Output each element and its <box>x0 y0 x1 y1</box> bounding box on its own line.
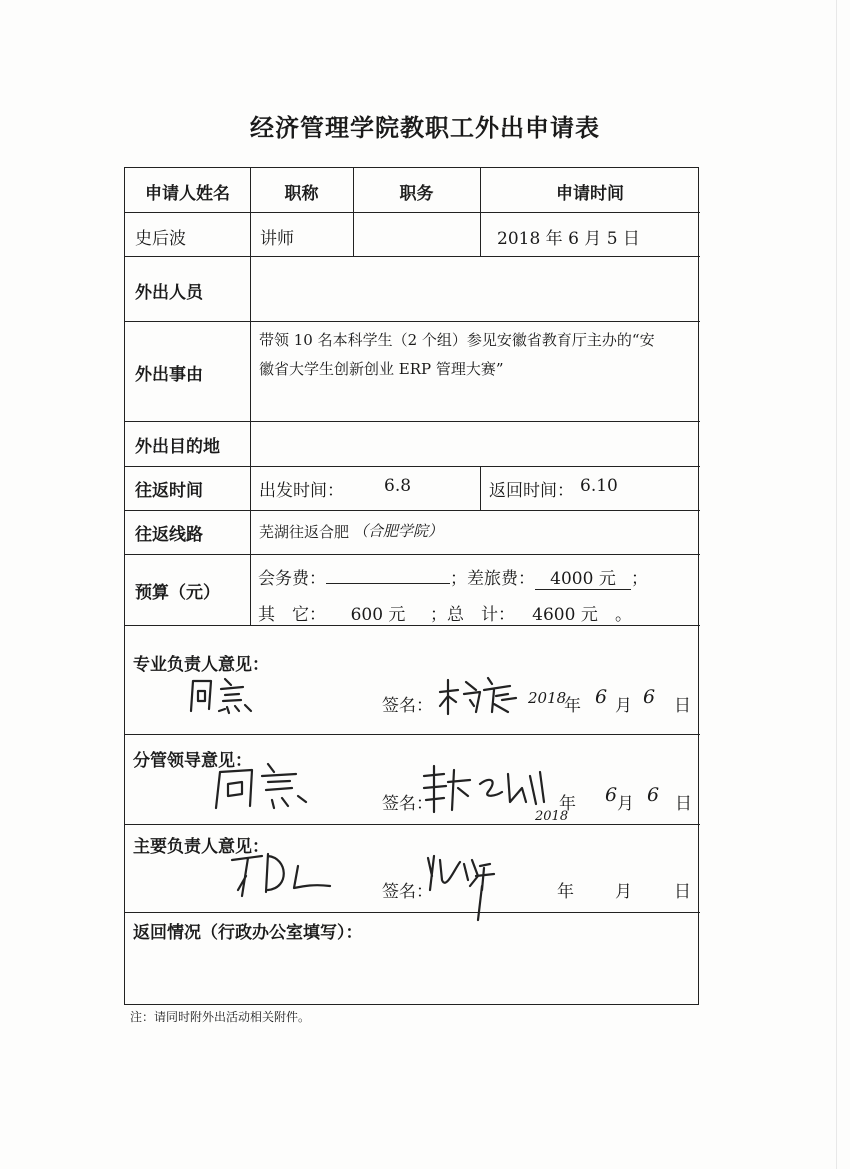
leader-year-unit: 年 <box>559 794 576 814</box>
principal-day-unit: 日 <box>674 882 691 902</box>
principal-opinion-label: 主要负责人意见： <box>133 837 269 857</box>
roundtrip-label: 往返时间 <box>135 481 203 501</box>
depart-value: 6.8 <box>384 476 412 496</box>
budget-separator: ； <box>450 569 467 589</box>
row-divider <box>125 912 700 913</box>
major-handwritten-approval <box>185 673 275 718</box>
row-divider <box>125 421 700 422</box>
leader-month: 6 <box>605 784 618 806</box>
return-label: 返回时间： <box>489 481 574 501</box>
persons-label: 外出人员 <box>135 283 203 303</box>
row-divider <box>125 510 700 511</box>
budget-label: 预算（元） <box>135 583 220 603</box>
row-divider <box>125 554 700 555</box>
leader-sign-label: 签名： <box>382 794 433 814</box>
header-job-title: 职称 <box>284 184 319 204</box>
scan-edge <box>836 0 837 1169</box>
row-divider <box>125 321 700 322</box>
major-day: 6 <box>643 686 656 708</box>
travel-fee-label: 差旅费： <box>467 569 535 589</box>
major-signature <box>436 672 531 717</box>
travel-fee-value: 4000 元 <box>535 564 631 590</box>
col-divider <box>480 466 481 510</box>
budget-end: ； <box>631 569 648 589</box>
budget-end: 。 <box>615 605 632 625</box>
leader-month-unit: 月 <box>617 794 634 814</box>
header-apply-time: 申请时间 <box>556 184 624 204</box>
col-divider <box>250 168 251 625</box>
route-value: 芜湖往返合肥 <box>259 523 350 541</box>
principal-month-unit: 月 <box>615 882 632 902</box>
principal-year-unit: 年 <box>557 882 574 902</box>
apply-date: 2018 年 6 月 5 日 <box>497 229 640 249</box>
depart-label: 出发时间： <box>259 481 344 501</box>
major-day-unit: 日 <box>674 696 691 716</box>
leader-day-unit: 日 <box>675 794 692 814</box>
applicant-name: 史后波 <box>135 229 186 249</box>
footnote: 注：请同时附外出活动相关附件。 <box>130 1010 311 1024</box>
other-fee-value: 600 元 <box>326 600 430 626</box>
reason-label: 外出事由 <box>135 365 203 385</box>
route-label: 往返线路 <box>135 525 203 545</box>
leader-opinion-label: 分管领导意见： <box>133 751 252 771</box>
row-divider <box>125 212 700 213</box>
route-note-handwritten: （合肥学院） <box>353 522 444 540</box>
major-month: 6 <box>595 686 608 708</box>
leader-day: 6 <box>647 784 660 806</box>
row-divider <box>125 466 700 467</box>
reason-line-2: 徽省大学生创新创业 ERP 管理大赛” <box>259 360 504 378</box>
major-month-unit: 月 <box>615 696 632 716</box>
budget-line-1 <box>258 564 648 590</box>
major-year-unit: 年 <box>564 696 581 716</box>
row-divider <box>125 256 700 257</box>
reason-line-1: 带领 10 名本科学生（2 个组）参见安徽省教育厅主办的“安 <box>259 331 655 349</box>
meeting-fee-value <box>326 583 450 584</box>
destination-label: 外出目的地 <box>135 437 220 457</box>
principal-handwritten-approval <box>228 848 338 900</box>
major-opinion-label: 专业负责人意见： <box>133 655 269 675</box>
total-fee-value: 4600 元 <box>515 600 615 626</box>
application-form <box>124 167 699 1005</box>
return-value: 6.10 <box>580 476 618 496</box>
budget-separator: ； <box>430 605 447 625</box>
row-divider <box>125 824 700 825</box>
applicant-job-title: 讲师 <box>260 229 294 249</box>
major-sign-label: 签名： <box>382 696 433 716</box>
meeting-fee-label: 会务费： <box>258 569 326 589</box>
total-fee-label: 总 计： <box>447 605 515 625</box>
leader-signature <box>418 762 558 817</box>
leader-year: 2018 <box>535 809 569 824</box>
row-divider <box>125 734 700 735</box>
principal-signature <box>420 850 510 925</box>
leader-handwritten-approval <box>212 760 322 815</box>
other-fee-label: 其 它： <box>258 605 326 625</box>
header-applicant-name: 申请人姓名 <box>145 184 230 204</box>
header-position: 职务 <box>399 184 434 204</box>
principal-sign-label: 签名： <box>382 882 433 902</box>
return-situation-label: 返回情况（行政办公室填写）： <box>133 923 363 943</box>
major-year: 2018 <box>528 689 567 707</box>
page-title: 经济管理学院教职工外出申请表 <box>250 113 600 142</box>
budget-line-2 <box>258 600 632 626</box>
